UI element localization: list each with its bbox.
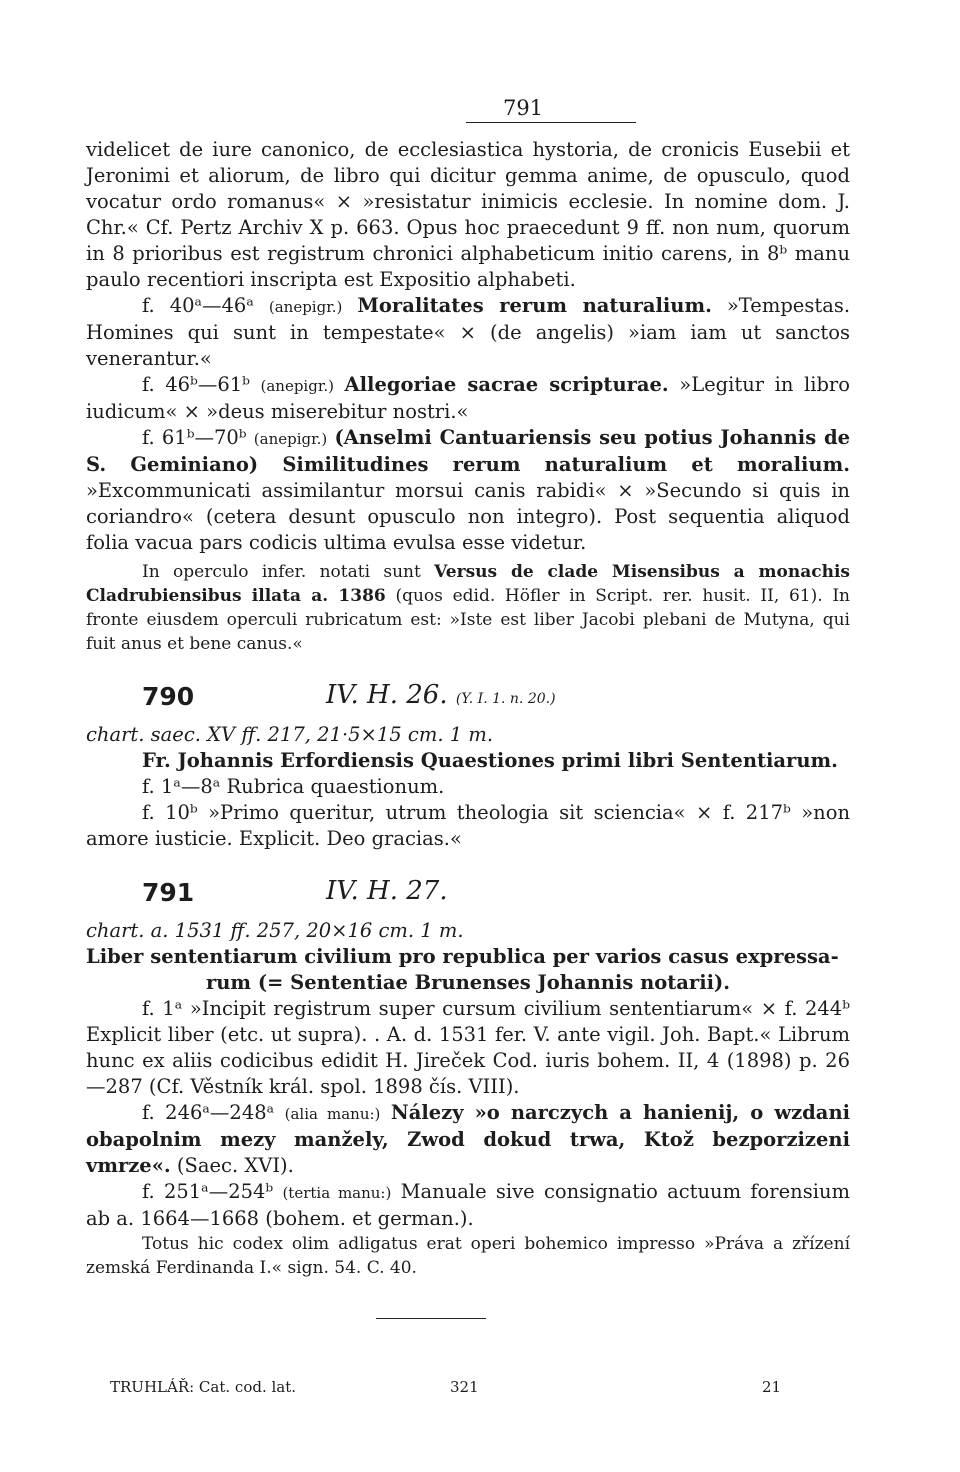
page-content [86, 96, 850, 1319]
old-shelfmark: (Y. I. 1. n. 20.) [455, 691, 556, 707]
entry-number: 790 [142, 682, 195, 711]
work-title: (Anselmi Cantuariensis seu potius Johannis de S. Geminiano) Similitudines rerum naturalium et moralium. [86, 426, 850, 476]
note-text: In operculo infer. notati sunt [142, 562, 421, 582]
incipit-text: »Legitur in libro iudicum« × »deus miserebitur nostri.« [86, 373, 850, 423]
contents-paragraph [86, 1100, 850, 1179]
note: (anepigr.) [260, 377, 334, 395]
folio-ref: f. 246ᵃ—248ᵃ [142, 1101, 275, 1124]
header-rule [466, 122, 636, 123]
folio-ref: f. 40ᵃ—46ᵃ [142, 294, 254, 317]
footer-signature: 21 [762, 1378, 782, 1396]
folio-ref: f. 251ᵃ—254ᵇ [142, 1180, 274, 1203]
codex-title: Fr. Johannis Erfordiensis Quaestiones primi libri Sententiarum. [142, 749, 838, 772]
footer-sheet-number: 321 [450, 1378, 479, 1396]
footer-citation: TRUHLÁŘ: Cat. cod. lat. [110, 1378, 297, 1396]
work-title: Versus de clade Misensibus a monachis Cladrubiensibus illata a. 1386 [86, 562, 850, 606]
incipit-text: »Tempestas. Homines qui sunt in tempestate« × (de angelis) »iam iam ut sanctos venerantur.« [86, 294, 851, 370]
codex-description: chart. saec. XV ff. 217, 21·5×15 cm. 1 m. [86, 723, 494, 746]
paragraph-moralitates [86, 293, 850, 372]
contents-paragraph: f. 1ᵃ »Incipit registrum super cursum civilium sententiarum« × f. 244ᵇ Explicit liber (etc. ut supra). . A. d. 1531 fer. V. ante vigil. Joh. Bapt.« Librum hunc ex aliis codicibus edidit H. Jireček Cod. iuris bohem. II, 4 (1898) p. 26—287 (Cf. Věstník král. spol. 1898 čís. VIII). [86, 997, 850, 1098]
contents-line: f. 1ᵃ—8ᵃ Rubrica quaestionum. [142, 775, 445, 798]
entry-heading [86, 678, 850, 722]
codex-title-line: Liber sententiarum civilium pro republica per varios casus expressa- [86, 945, 839, 968]
entry-heading [86, 874, 850, 918]
contents-paragraph [86, 1179, 850, 1232]
paragraph-operculum [86, 560, 850, 656]
contents-text: Manuale sive consignatio actuum forensium ab a. 1664—1668 (bohem. et german.). [86, 1180, 851, 1230]
note-text: (quos edid. Höfler in Script. rer. husit. II, 61). In fronte eiusdem operculi rubricatum est: »Iste est liber Jacobi plebani de Mutyna, qui fuit anus et bene canus.« [86, 586, 850, 654]
date-note: (Saec. XVI). [176, 1154, 294, 1177]
note: (tertia manu:) [282, 1184, 392, 1202]
shelfmark-text: IV. H. 26. [326, 680, 448, 710]
work-title: Allegoriae sacrae scripturae. [344, 373, 669, 396]
contents-line: f. 10ᵇ »Primo queritur, utrum theologia sit sciencia« × f. 217ᵇ »non amore iusticie. Explicit. Deo gracias.« [86, 801, 850, 850]
incipit-text: »Excommunicati assimilantur morsui canis rabidi« × »Secundo si quis in coriandro« (cetera desunt opusculo non integro). Post sequentia aliquod folia vacua pars codicis ultima evulsa esse videtur. [86, 479, 850, 554]
paragraph-allegoriae [86, 372, 850, 425]
binding-note: Totus hic codex olim adligatus erat operi bohemico impresso »Práva a zřízení zemská Ferdinanda I.« sign. 54. C. 40. [86, 1234, 850, 1278]
note: (anepigr.) [268, 298, 343, 316]
folio-ref: f. 46ᵇ—61ᵇ [142, 373, 250, 396]
folio-ref: f. 61ᵇ—70ᵇ [142, 426, 247, 449]
codex-title-line: rum (= Sententiae Brunenses Johannis notarii). [205, 971, 731, 994]
note: (anepigr.) [253, 430, 328, 448]
shelfmark [326, 680, 556, 710]
codex-description: chart. a. 1531 ff. 257, 20×16 cm. 1 m. [86, 919, 464, 942]
paragraph-similitudines [86, 425, 850, 556]
work-title: Nálezy »o narczych a hanienij, o wzdani obapolnim mezy manžely, Zwod dokud trwa, Ktož bezporzizeni vmrze«. [86, 1101, 851, 1177]
end-rule [376, 1318, 486, 1319]
paragraph-continuation: videlicet de iure canonico, de ecclesiastica hystoria, de cronicis Eusebii et Jeronimi et aliorum, de libro qui dicitur gemma anime, de opusculo, quod vocatur ordo romanus« × »resistatur inimicis ecclesie. In nomine dom. J. Chr.« Cf. Pertz Archiv X p. 663. Opus hoc praecedunt 9 ff. non num, quorum in 8 prioribus est registrum chronici alphabeticum initio carens, in 8ᵇ manu paulo recentiori inscripta est Expositio alphabeti. [86, 138, 850, 291]
work-title: Moralitates rerum naturalium. [357, 294, 712, 317]
shelfmark: IV. H. 27. [326, 876, 448, 906]
entry-number: 791 [142, 878, 195, 907]
page-number: 791 [502, 96, 544, 120]
note: (alia manu:) [284, 1105, 381, 1123]
